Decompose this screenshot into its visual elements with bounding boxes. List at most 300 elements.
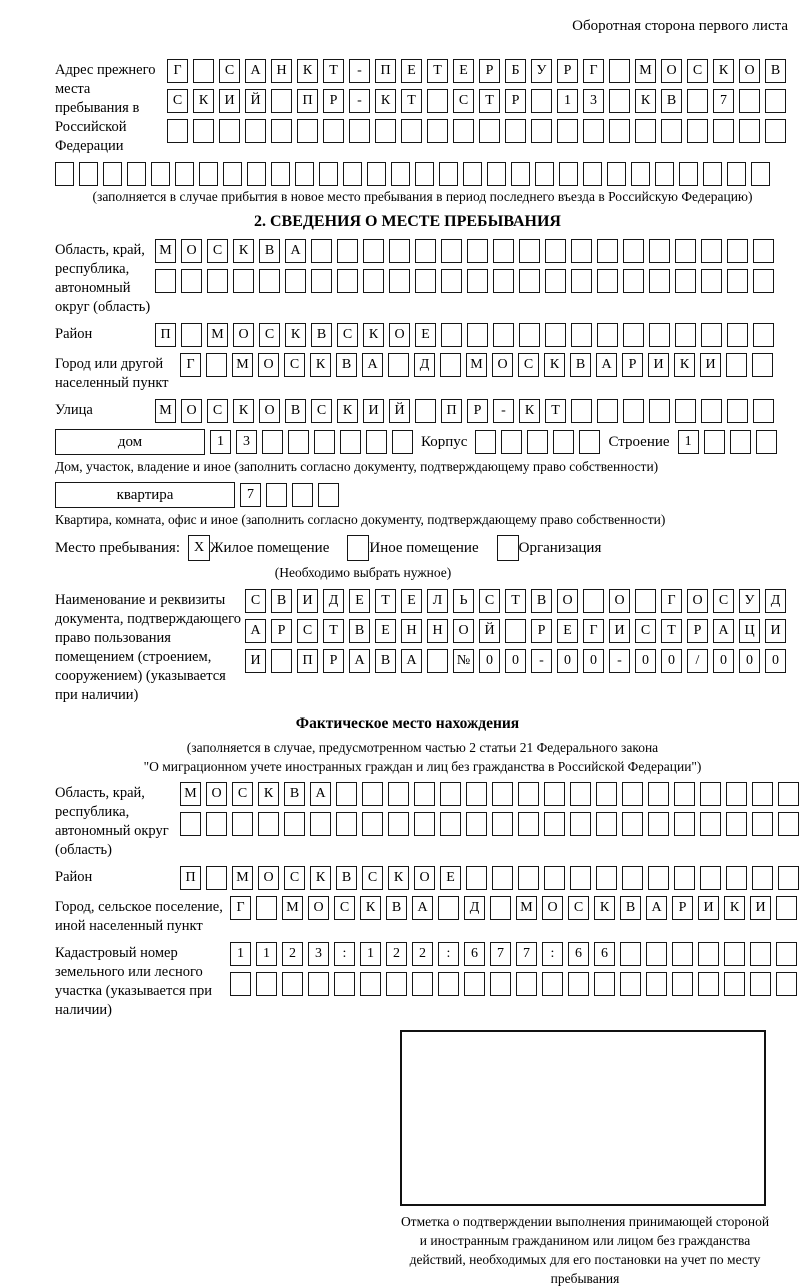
char-cell[interactable] (258, 812, 279, 836)
char-cell[interactable] (751, 162, 770, 186)
char-cell[interactable]: О (557, 589, 578, 613)
char-cell[interactable] (583, 589, 604, 613)
char-cell[interactable] (674, 866, 695, 890)
char-cell[interactable] (487, 162, 506, 186)
char-cell[interactable]: У (739, 589, 760, 613)
char-cell[interactable]: - (349, 89, 370, 113)
char-cell[interactable]: 1 (256, 942, 277, 966)
char-cell[interactable]: / (687, 649, 708, 673)
char-cell[interactable]: 0 (505, 649, 526, 673)
char-cell[interactable]: 0 (713, 649, 734, 673)
char-cell[interactable] (292, 483, 313, 507)
char-cell[interactable] (571, 269, 592, 293)
char-cell[interactable] (155, 269, 176, 293)
char-cell[interactable]: И (765, 619, 786, 643)
char-cell[interactable]: Е (401, 59, 422, 83)
char-cell[interactable]: М (232, 353, 253, 377)
char-cell[interactable] (701, 269, 722, 293)
char-cell[interactable] (655, 162, 674, 186)
char-cell[interactable]: М (207, 323, 228, 347)
char-cell[interactable]: К (544, 353, 565, 377)
char-cell[interactable]: С (232, 782, 253, 806)
char-cell[interactable]: Н (401, 619, 422, 643)
char-cell[interactable] (467, 269, 488, 293)
char-cell[interactable] (438, 896, 459, 920)
char-cell[interactable]: 1 (360, 942, 381, 966)
char-cell[interactable] (285, 269, 306, 293)
char-cell[interactable]: 7 (240, 483, 261, 507)
char-cell[interactable]: 3 (236, 430, 257, 454)
char-cell[interactable]: О (687, 589, 708, 613)
char-cell[interactable]: 0 (635, 649, 656, 673)
char-cell[interactable] (247, 162, 266, 186)
char-cell[interactable] (175, 162, 194, 186)
char-cell[interactable] (571, 323, 592, 347)
char-cell[interactable] (622, 782, 643, 806)
char-cell[interactable] (492, 782, 513, 806)
char-cell[interactable] (415, 399, 436, 423)
char-cell[interactable] (337, 239, 358, 263)
char-cell[interactable]: О (308, 896, 329, 920)
char-cell[interactable] (596, 812, 617, 836)
char-cell[interactable] (427, 89, 448, 113)
char-cell[interactable] (583, 162, 602, 186)
char-cell[interactable]: 2 (386, 942, 407, 966)
char-cell[interactable]: Е (557, 619, 578, 643)
char-cell[interactable] (753, 239, 774, 263)
char-cell[interactable]: Т (661, 619, 682, 643)
char-cell[interactable] (727, 239, 748, 263)
char-cell[interactable] (675, 269, 696, 293)
char-cell[interactable] (453, 119, 474, 143)
char-cell[interactable] (363, 269, 384, 293)
char-cell[interactable] (439, 162, 458, 186)
char-cell[interactable]: Г (230, 896, 251, 920)
char-cell[interactable] (726, 812, 747, 836)
char-cell[interactable] (571, 239, 592, 263)
char-cell[interactable] (440, 782, 461, 806)
stay-type-checkbox-organization[interactable] (497, 535, 519, 561)
char-cell[interactable] (308, 972, 329, 996)
char-cell[interactable]: А (245, 59, 266, 83)
char-cell[interactable] (181, 269, 202, 293)
char-cell[interactable]: Р (531, 619, 552, 643)
char-cell[interactable] (493, 239, 514, 263)
char-cell[interactable]: В (336, 866, 357, 890)
char-cell[interactable]: С (635, 619, 656, 643)
char-cell[interactable]: С (259, 323, 280, 347)
char-cell[interactable] (519, 239, 540, 263)
char-cell[interactable]: 1 (210, 430, 231, 454)
char-cell[interactable] (623, 269, 644, 293)
char-cell[interactable] (206, 812, 227, 836)
char-cell[interactable] (609, 59, 630, 83)
char-cell[interactable] (776, 972, 797, 996)
char-cell[interactable] (597, 323, 618, 347)
char-cell[interactable] (570, 812, 591, 836)
char-cell[interactable] (646, 972, 667, 996)
char-cell[interactable] (568, 972, 589, 996)
char-cell[interactable]: И (245, 649, 266, 673)
char-cell[interactable] (703, 162, 722, 186)
char-cell[interactable]: В (349, 619, 370, 643)
char-cell[interactable] (545, 323, 566, 347)
char-cell[interactable]: В (336, 353, 357, 377)
char-cell[interactable]: С (167, 89, 188, 113)
char-cell[interactable] (367, 162, 386, 186)
char-cell[interactable]: С (568, 896, 589, 920)
char-cell[interactable] (493, 323, 514, 347)
char-cell[interactable] (649, 269, 670, 293)
char-cell[interactable]: 0 (557, 649, 578, 673)
char-cell[interactable]: Р (505, 89, 526, 113)
char-cell[interactable] (362, 812, 383, 836)
char-cell[interactable] (594, 972, 615, 996)
char-cell[interactable]: К (724, 896, 745, 920)
char-cell[interactable] (553, 430, 574, 454)
char-cell[interactable] (256, 896, 277, 920)
char-cell[interactable]: И (297, 589, 318, 613)
char-cell[interactable]: Т (323, 59, 344, 83)
char-cell[interactable]: И (609, 619, 630, 643)
char-cell[interactable]: Т (505, 589, 526, 613)
char-cell[interactable] (363, 239, 384, 263)
char-cell[interactable]: М (282, 896, 303, 920)
char-cell[interactable]: В (661, 89, 682, 113)
char-cell[interactable] (415, 269, 436, 293)
char-cell[interactable] (545, 269, 566, 293)
char-cell[interactable] (366, 430, 387, 454)
char-cell[interactable]: Ь (453, 589, 474, 613)
char-cell[interactable] (492, 812, 513, 836)
char-cell[interactable]: Й (245, 89, 266, 113)
char-cell[interactable]: В (285, 399, 306, 423)
char-cell[interactable] (318, 483, 339, 507)
char-cell[interactable]: К (258, 782, 279, 806)
char-cell[interactable] (516, 972, 537, 996)
char-cell[interactable]: Г (167, 59, 188, 83)
char-cell[interactable] (388, 812, 409, 836)
char-cell[interactable] (519, 269, 540, 293)
char-cell[interactable] (475, 430, 496, 454)
char-cell[interactable] (623, 323, 644, 347)
char-cell[interactable] (623, 239, 644, 263)
char-cell[interactable]: П (297, 649, 318, 673)
char-cell[interactable]: О (206, 782, 227, 806)
char-cell[interactable] (256, 972, 277, 996)
char-cell[interactable] (438, 972, 459, 996)
char-cell[interactable] (724, 942, 745, 966)
char-cell[interactable]: К (713, 59, 734, 83)
char-cell[interactable] (193, 119, 214, 143)
char-cell[interactable] (79, 162, 98, 186)
char-cell[interactable] (271, 162, 290, 186)
char-cell[interactable]: К (310, 866, 331, 890)
char-cell[interactable]: А (596, 353, 617, 377)
char-cell[interactable] (674, 782, 695, 806)
char-cell[interactable] (726, 353, 747, 377)
char-cell[interactable] (570, 782, 591, 806)
char-cell[interactable]: Е (440, 866, 461, 890)
char-cell[interactable] (493, 269, 514, 293)
char-cell[interactable]: Р (622, 353, 643, 377)
char-cell[interactable] (466, 866, 487, 890)
char-cell[interactable]: Е (401, 589, 422, 613)
char-cell[interactable]: М (516, 896, 537, 920)
char-cell[interactable]: О (453, 619, 474, 643)
char-cell[interactable] (753, 399, 774, 423)
char-cell[interactable]: Р (323, 89, 344, 113)
char-cell[interactable]: П (441, 399, 462, 423)
char-cell[interactable] (704, 430, 725, 454)
char-cell[interactable] (295, 162, 314, 186)
char-cell[interactable] (765, 89, 786, 113)
char-cell[interactable] (362, 782, 383, 806)
char-cell[interactable]: С (479, 589, 500, 613)
char-cell[interactable]: К (310, 353, 331, 377)
char-cell[interactable] (505, 619, 526, 643)
char-cell[interactable] (661, 119, 682, 143)
char-cell[interactable] (415, 162, 434, 186)
char-cell[interactable]: В (765, 59, 786, 83)
char-cell[interactable] (542, 972, 563, 996)
char-cell[interactable] (559, 162, 578, 186)
char-cell[interactable]: Г (583, 619, 604, 643)
char-cell[interactable] (207, 269, 228, 293)
char-cell[interactable]: К (297, 59, 318, 83)
char-cell[interactable] (750, 942, 771, 966)
char-cell[interactable] (219, 119, 240, 143)
char-cell[interactable] (232, 812, 253, 836)
char-cell[interactable] (103, 162, 122, 186)
char-cell[interactable] (206, 866, 227, 890)
char-cell[interactable]: С (687, 59, 708, 83)
char-cell[interactable]: С (453, 89, 474, 113)
char-cell[interactable]: О (542, 896, 563, 920)
char-cell[interactable]: М (155, 399, 176, 423)
char-cell[interactable] (375, 119, 396, 143)
char-cell[interactable] (412, 972, 433, 996)
char-cell[interactable] (752, 866, 773, 890)
char-cell[interactable] (505, 119, 526, 143)
char-cell[interactable] (511, 162, 530, 186)
char-cell[interactable]: С (245, 589, 266, 613)
char-cell[interactable]: К (674, 353, 695, 377)
char-cell[interactable]: Л (427, 589, 448, 613)
char-cell[interactable]: О (661, 59, 682, 83)
char-cell[interactable] (464, 972, 485, 996)
char-cell[interactable] (337, 269, 358, 293)
char-cell[interactable] (314, 430, 335, 454)
char-cell[interactable] (649, 399, 670, 423)
char-cell[interactable] (778, 812, 799, 836)
char-cell[interactable] (622, 866, 643, 890)
char-cell[interactable] (127, 162, 146, 186)
char-cell[interactable]: О (181, 399, 202, 423)
char-cell[interactable] (262, 430, 283, 454)
char-cell[interactable] (193, 59, 214, 83)
char-cell[interactable]: Р (557, 59, 578, 83)
char-cell[interactable]: С (518, 353, 539, 377)
char-cell[interactable] (427, 649, 448, 673)
char-cell[interactable]: Т (401, 89, 422, 113)
char-cell[interactable]: А (349, 649, 370, 673)
char-cell[interactable]: О (258, 353, 279, 377)
char-cell[interactable]: С (219, 59, 240, 83)
char-cell[interactable] (441, 269, 462, 293)
char-cell[interactable] (597, 399, 618, 423)
char-cell[interactable] (544, 812, 565, 836)
char-cell[interactable] (180, 812, 201, 836)
char-cell[interactable]: Д (414, 353, 435, 377)
house-field-box[interactable]: дом (55, 429, 205, 455)
char-cell[interactable]: М (466, 353, 487, 377)
char-cell[interactable] (206, 353, 227, 377)
char-cell[interactable]: О (389, 323, 410, 347)
char-cell[interactable]: М (635, 59, 656, 83)
char-cell[interactable]: К (360, 896, 381, 920)
char-cell[interactable]: 0 (765, 649, 786, 673)
char-cell[interactable] (531, 89, 552, 113)
char-cell[interactable] (467, 323, 488, 347)
char-cell[interactable] (596, 866, 617, 890)
char-cell[interactable]: Е (415, 323, 436, 347)
char-cell[interactable] (701, 399, 722, 423)
char-cell[interactable] (336, 812, 357, 836)
char-cell[interactable]: В (620, 896, 641, 920)
char-cell[interactable]: С (297, 619, 318, 643)
char-cell[interactable]: К (388, 866, 409, 890)
char-cell[interactable] (700, 782, 721, 806)
char-cell[interactable] (323, 119, 344, 143)
char-cell[interactable]: 1 (678, 430, 699, 454)
char-cell[interactable] (646, 942, 667, 966)
char-cell[interactable] (545, 239, 566, 263)
char-cell[interactable]: - (493, 399, 514, 423)
char-cell[interactable] (441, 239, 462, 263)
char-cell[interactable] (724, 972, 745, 996)
char-cell[interactable]: К (233, 239, 254, 263)
char-cell[interactable] (199, 162, 218, 186)
char-cell[interactable] (753, 269, 774, 293)
char-cell[interactable]: А (401, 649, 422, 673)
char-cell[interactable] (544, 866, 565, 890)
char-cell[interactable]: Г (661, 589, 682, 613)
char-cell[interactable] (467, 239, 488, 263)
char-cell[interactable]: 3 (583, 89, 604, 113)
char-cell[interactable] (739, 119, 760, 143)
char-cell[interactable]: : (542, 942, 563, 966)
char-cell[interactable] (700, 866, 721, 890)
char-cell[interactable] (466, 812, 487, 836)
char-cell[interactable]: П (155, 323, 176, 347)
char-cell[interactable]: В (311, 323, 332, 347)
char-cell[interactable] (623, 399, 644, 423)
char-cell[interactable]: А (285, 239, 306, 263)
char-cell[interactable]: 1 (557, 89, 578, 113)
char-cell[interactable] (672, 972, 693, 996)
char-cell[interactable]: С (311, 399, 332, 423)
char-cell[interactable]: С (334, 896, 355, 920)
char-cell[interactable] (167, 119, 188, 143)
char-cell[interactable] (571, 399, 592, 423)
char-cell[interactable]: В (570, 353, 591, 377)
char-cell[interactable]: А (412, 896, 433, 920)
char-cell[interactable] (284, 812, 305, 836)
char-cell[interactable] (336, 782, 357, 806)
char-cell[interactable]: О (414, 866, 435, 890)
char-cell[interactable]: М (232, 866, 253, 890)
char-cell[interactable] (609, 119, 630, 143)
char-cell[interactable]: В (271, 589, 292, 613)
char-cell[interactable] (427, 119, 448, 143)
char-cell[interactable]: К (519, 399, 540, 423)
char-cell[interactable]: С (284, 353, 305, 377)
char-cell[interactable]: К (285, 323, 306, 347)
char-cell[interactable] (679, 162, 698, 186)
char-cell[interactable]: Р (672, 896, 693, 920)
char-cell[interactable] (360, 972, 381, 996)
char-cell[interactable] (440, 812, 461, 836)
char-cell[interactable]: С (284, 866, 305, 890)
char-cell[interactable] (441, 323, 462, 347)
char-cell[interactable]: 6 (594, 942, 615, 966)
char-cell[interactable] (544, 782, 565, 806)
char-cell[interactable]: - (349, 59, 370, 83)
char-cell[interactable] (776, 942, 797, 966)
stay-type-checkbox-other[interactable] (347, 535, 369, 561)
char-cell[interactable] (631, 162, 650, 186)
char-cell[interactable] (463, 162, 482, 186)
char-cell[interactable]: 6 (568, 942, 589, 966)
char-cell[interactable] (648, 812, 669, 836)
char-cell[interactable] (414, 812, 435, 836)
char-cell[interactable] (675, 399, 696, 423)
char-cell[interactable]: Г (180, 353, 201, 377)
char-cell[interactable]: Н (427, 619, 448, 643)
char-cell[interactable]: А (245, 619, 266, 643)
char-cell[interactable] (334, 972, 355, 996)
char-cell[interactable]: О (492, 353, 513, 377)
char-cell[interactable] (181, 323, 202, 347)
char-cell[interactable] (727, 269, 748, 293)
char-cell[interactable]: Е (349, 589, 370, 613)
char-cell[interactable]: И (698, 896, 719, 920)
char-cell[interactable]: А (713, 619, 734, 643)
char-cell[interactable]: 3 (308, 942, 329, 966)
char-cell[interactable]: Р (467, 399, 488, 423)
char-cell[interactable] (609, 89, 630, 113)
char-cell[interactable] (752, 782, 773, 806)
char-cell[interactable]: Н (271, 59, 292, 83)
char-cell[interactable] (340, 430, 361, 454)
char-cell[interactable] (245, 119, 266, 143)
char-cell[interactable]: - (531, 649, 552, 673)
char-cell[interactable] (223, 162, 242, 186)
char-cell[interactable] (310, 812, 331, 836)
char-cell[interactable] (649, 323, 670, 347)
char-cell[interactable] (288, 430, 309, 454)
char-cell[interactable] (440, 353, 461, 377)
char-cell[interactable]: О (258, 866, 279, 890)
char-cell[interactable]: О (739, 59, 760, 83)
char-cell[interactable] (648, 866, 669, 890)
char-cell[interactable] (388, 353, 409, 377)
char-cell[interactable] (620, 942, 641, 966)
char-cell[interactable] (727, 399, 748, 423)
char-cell[interactable] (607, 162, 626, 186)
char-cell[interactable]: М (155, 239, 176, 263)
